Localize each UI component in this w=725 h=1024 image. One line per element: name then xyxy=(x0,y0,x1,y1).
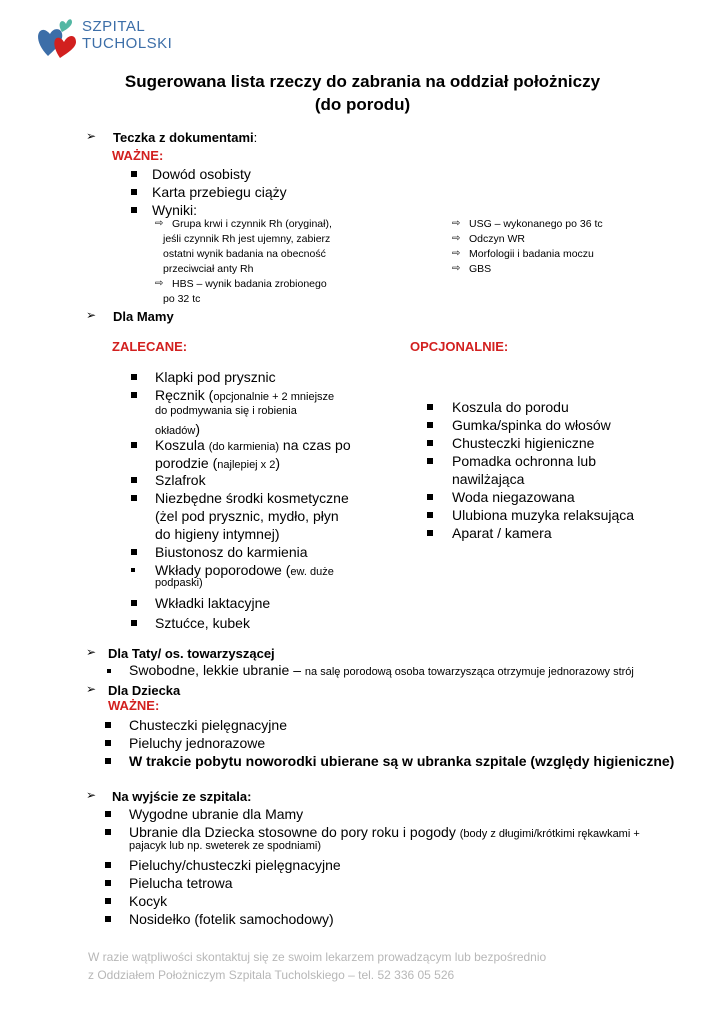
result-item: Grupa krwi i czynnik Rh (oryginał), xyxy=(172,218,332,230)
bullet-icon xyxy=(131,495,137,501)
list-item: Woda niegazowana xyxy=(452,489,575,505)
section-mom-heading: Dla Mamy xyxy=(113,309,174,324)
list-item: Chusteczki higieniczne xyxy=(452,435,595,451)
bullet-icon xyxy=(105,811,111,817)
logo-line-1: SZPITAL xyxy=(82,18,146,35)
bullet-icon xyxy=(427,530,433,536)
section-dad-heading: Dla Taty/ os. towarzyszącej xyxy=(108,646,275,661)
result-item: Morfologii i badania moczu xyxy=(469,248,594,260)
list-item: Swobodne, lekkie ubranie – na salę porodową osoba towarzysząca otrzymuje jednorazowy strój xyxy=(129,662,634,678)
list-item-cont: nawilżająca xyxy=(452,471,525,487)
bullet-icon xyxy=(131,171,137,177)
result-item: Odczyn WR xyxy=(469,233,526,245)
arrow-bullet-icon: ➢ xyxy=(86,645,97,659)
list-item: Biustonosz do karmienia xyxy=(155,544,308,560)
list-item-cont: porodzie (najlepiej x 2) xyxy=(155,455,281,471)
bullet-icon xyxy=(105,758,111,764)
footer-contact xyxy=(88,948,546,984)
baby-important: WAŻNE: xyxy=(108,698,160,713)
list-item: Szlafrok xyxy=(155,472,206,488)
bullet-icon xyxy=(131,442,137,448)
red-heart-icon xyxy=(54,36,76,58)
bullet-icon xyxy=(131,477,137,483)
list-item: Wyniki: xyxy=(152,202,197,218)
list-item: Chusteczki pielęgnacyjne xyxy=(129,717,287,733)
list-item: Koszula do porodu xyxy=(452,399,569,415)
section-baby-heading: Dla Dziecka xyxy=(108,683,181,698)
list-item: Wygodne ubranie dla Mamy xyxy=(129,806,304,822)
green-heart-icon xyxy=(60,19,72,32)
bullet-icon xyxy=(131,207,137,213)
result-item: GBS xyxy=(469,263,492,275)
list-item-cont: do podmywania się i robienia okładów) xyxy=(155,405,297,437)
list-item: Dowód osobisty xyxy=(152,166,251,182)
page-subtitle: (do porodu) xyxy=(314,95,411,114)
hollow-arrow-icon: ⇨ xyxy=(452,233,461,244)
footer-line-2: z Oddziałem Położniczym Szpitala Tucholskiego – tel. 52 336 05 526 xyxy=(88,968,455,982)
hollow-arrow-icon: ⇨ xyxy=(452,248,461,259)
hollow-arrow-icon: ⇨ xyxy=(155,218,164,229)
list-item: Wkłady poporodowe (ew. duże xyxy=(155,562,334,578)
logo-line-2: TUCHOLSKI xyxy=(82,35,173,52)
list-item: Karta przebiegu ciąży xyxy=(152,184,287,200)
list-item: Ręcznik (opcjonalnie + 2 mniejsze xyxy=(155,387,335,403)
result-item-cont: jeśli czynnik Rh jest ujemny, zabierz ostatni wynik badania na obecność przeciwciał anty Rh xyxy=(163,233,331,275)
mom-recommended-label: ZALECANE: xyxy=(112,339,188,354)
list-item: Kocyk xyxy=(129,893,168,909)
hollow-arrow-icon: ⇨ xyxy=(155,278,164,289)
page-title: Sugerowana lista rzeczy do zabrania na oddział położniczy xyxy=(124,72,601,91)
list-item: Ulubiona muzyka relaksująca xyxy=(452,507,635,523)
bullet-icon xyxy=(105,880,111,886)
result-item: USG – wykonanego po 36 tc xyxy=(469,218,603,230)
list-item: Pieluchy/chusteczki pielęgnacyjne xyxy=(129,857,341,873)
list-item-cont: pajacyk lub np. sweterek ze spodniami) xyxy=(129,840,321,852)
bullet-icon xyxy=(105,829,111,835)
list-item: Koszula (do karmienia) na czas po xyxy=(155,437,351,453)
list-item: Klapki pod prysznic xyxy=(155,369,276,385)
bullet-icon xyxy=(131,620,137,626)
bullet-icon xyxy=(105,898,111,904)
list-item: Aparat / kamera xyxy=(452,525,552,541)
arrow-bullet-icon: ➢ xyxy=(86,788,97,802)
footer-line-1: W razie wątpliwości skontaktuj się ze swoim lekarzem prowadzącym lub bezpośrednio xyxy=(88,950,547,964)
arrow-bullet-icon: ➢ xyxy=(86,308,97,322)
bullet-icon xyxy=(105,722,111,728)
list-item-cont: podpaski) xyxy=(155,577,203,589)
result-item: HBS – wynik badania zrobionego xyxy=(172,278,327,290)
bullet-icon xyxy=(427,404,433,410)
list-item: Wkładki laktacyjne xyxy=(155,595,271,611)
mom-optional-label: OPCJONALNIE: xyxy=(410,339,509,354)
bullet-icon xyxy=(105,916,111,922)
bullet-icon xyxy=(131,600,137,606)
section-documents-heading: Teczka z dokumentami: xyxy=(113,130,258,145)
bullet-icon xyxy=(131,392,137,398)
list-item: Sztućce, kubek xyxy=(155,615,250,631)
list-item: Ubranie dla Dziecka stosowne do pory roku i pogody (body z długimi/krótkimi rękawkami + xyxy=(129,824,640,840)
list-item: Gumka/spinka do włosów xyxy=(452,417,611,433)
bullet-icon xyxy=(427,512,433,518)
bullet-icon xyxy=(427,422,433,428)
documents-important: WAŻNE: xyxy=(112,148,164,163)
list-item: Pieluchy jednorazowe xyxy=(129,735,266,751)
bullet-icon xyxy=(131,549,137,555)
bullet-icon xyxy=(131,568,135,572)
bullet-icon xyxy=(131,189,137,195)
list-item: Pielucha tetrowa xyxy=(129,875,233,891)
list-item: Nosidełko (fotelik samochodowy) xyxy=(129,911,334,927)
list-item: Niezbędne środki kosmetyczne (żel pod prysznic, mydło, płyn do higieny intymnej) xyxy=(155,490,349,542)
list-item-bold: W trakcie pobytu noworodki ubierane są w ubranka szpitale (względy higieniczne) xyxy=(129,753,675,769)
section-exit-heading: Na wyjście ze szpitala: xyxy=(112,789,252,804)
arrow-bullet-icon: ➢ xyxy=(86,129,97,143)
list-item: Pomadka ochronna lub xyxy=(452,453,596,469)
bullet-icon xyxy=(427,458,433,464)
bullet-icon xyxy=(427,494,433,500)
hollow-arrow-icon: ⇨ xyxy=(452,263,461,274)
bullet-icon xyxy=(105,740,111,746)
bullet-icon xyxy=(107,669,111,673)
arrow-bullet-icon: ➢ xyxy=(86,682,97,696)
hollow-arrow-icon: ⇨ xyxy=(452,218,461,229)
bullet-icon xyxy=(131,374,137,380)
bullet-icon xyxy=(427,440,433,446)
bullet-icon xyxy=(105,862,111,868)
result-item-cont: po 32 tc xyxy=(163,293,201,305)
logo-text xyxy=(82,18,172,52)
